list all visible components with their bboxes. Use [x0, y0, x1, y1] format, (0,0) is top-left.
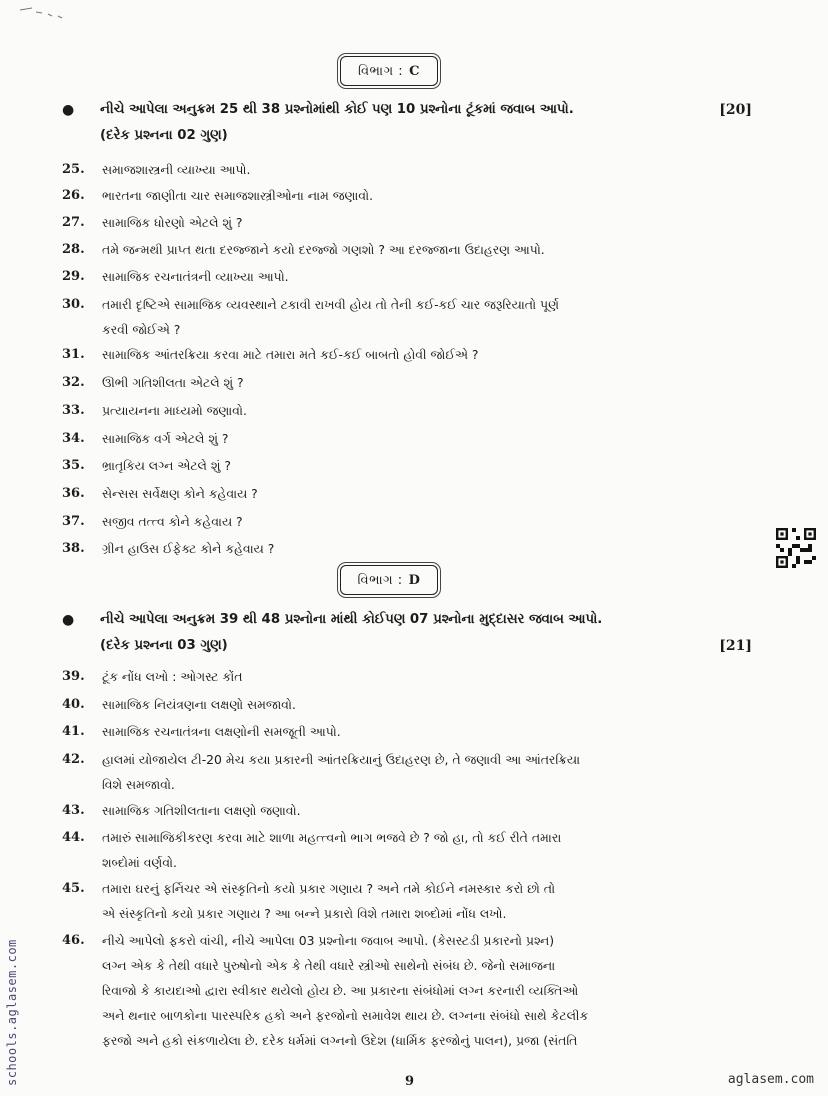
question-number: 26.: [62, 188, 85, 203]
section-c-header: [340, 56, 438, 86]
qr-code-icon: [776, 528, 816, 568]
question-number: 32.: [62, 375, 85, 390]
question-text-line-2: કરવી જોઈએ ?: [102, 322, 181, 337]
question-43: [62, 798, 687, 823]
question-number: 41.: [62, 724, 85, 739]
question-number: 31.: [62, 347, 85, 362]
question-40: [62, 692, 687, 717]
question-number: 46.: [62, 933, 85, 948]
question-25: [62, 157, 687, 182]
question-45: [62, 876, 687, 926]
question-text: સેન્સસ સર્વેક્ષણ કોને કહેવાય ?: [102, 486, 258, 501]
question-number: 30.: [62, 297, 85, 312]
question-26: [62, 183, 687, 208]
question-number: 25.: [62, 162, 85, 177]
question-41: [62, 719, 687, 744]
question-text: પ્રત્યાયનના માધ્યમો જણાવો.: [102, 403, 247, 418]
question-number: 39.: [62, 669, 85, 684]
question-text: તમારી દૃષ્ટિએ સામાજિક વ્યવસ્થાને ટકાવી રાખવી હોય તો તેની કઈ-કઈ ચાર જરૂરિયાતો પૂર્ણ: [102, 297, 559, 312]
case-study-line-3: અને થનાર બાળકોના પારસ્પરિક હકો અને ફરજોનો સમાવેશ થાય છે. લગ્નના સંબંધો સાથે કેટલીક: [102, 1008, 589, 1023]
bullet-icon: ●: [62, 102, 75, 118]
section-d-header: [340, 565, 438, 595]
question-number: 42.: [62, 752, 85, 767]
question-text: ભ્રાતૃકિય લગ્ન એટલે શું ?: [102, 458, 231, 473]
section-d-instruction: નીચે આપેલા અનુક્રમ 39 થી 48 પ્રશ્નોના માંથી કોઈપણ 07 પ્રશ્નોના મુદ્દાસર જવાબ આપો.: [100, 612, 603, 627]
question-text: સજીવ તત્ત્વ કોને કહેવાય ?: [102, 514, 243, 529]
question-text: સમાજશાસ્ત્રની વ્યાખ્યા આપો.: [102, 162, 251, 177]
section-d-label: વિભાગ :: [357, 572, 403, 588]
section-d-marks: [21]: [719, 638, 752, 654]
question-text: સામાજિક ગતિશીલતાના લક્ષણો જણાવો.: [102, 803, 301, 818]
scan-mark-icon: [18, 4, 68, 20]
question-33: [62, 398, 687, 423]
section-c-sub-instruction: (દરેક પ્રશ્નના 02 ગુણ): [100, 128, 228, 143]
section-d-sub-instruction: (દરેક પ્રશ્નના 03 ગુણ): [100, 638, 228, 653]
question-44: [62, 825, 687, 875]
question-number: 33.: [62, 403, 85, 418]
question-34: [62, 426, 687, 451]
question-text: તમે જન્મથી પ્રાપ્ત થતા દરજ્જાને કયો દરજ્જો ગણશો ? આ દરજ્જાના ઉદાહરણ આપો.: [102, 242, 545, 257]
question-46: [62, 928, 687, 1053]
question-number: 44.: [62, 830, 85, 845]
question-35: [62, 453, 687, 478]
question-number: 43.: [62, 803, 85, 818]
question-28: [62, 237, 687, 262]
section-c-label: વિભાગ :: [358, 63, 404, 79]
question-number: 28.: [62, 242, 85, 257]
question-36: [62, 481, 687, 506]
case-study-line-2: રિવાજો કે કાયદાઓ દ્વારા સ્વીકાર થયેલો હોય છે. આ પ્રકારના સંબંધોમાં લગ્ન કરનારી વ્યક્તિઓ: [102, 983, 579, 998]
question-number: 40.: [62, 697, 85, 712]
question-number: 36.: [62, 486, 85, 501]
question-text: હાલમાં યોજાયેલ ટી-20 મેચ કયા પ્રકારની આંતરક્રિયાનું ઉદાહરણ છે, તે જણાવી આ આંતરક્રિયા: [102, 752, 581, 767]
question-number: 45.: [62, 881, 85, 896]
question-text: સામાજિક વર્ગ એટલે શું ?: [102, 431, 229, 446]
case-study-line-1: લગ્ન એક કે તેથી વધારે પુરુષોનો એક કે તેથી વધારે સ્ત્રીઓ સાથેનો સંબંધ છે. જેનો સમાજના: [102, 958, 556, 973]
question-27: [62, 210, 687, 235]
question-37: [62, 509, 687, 534]
question-text: ભારતના જાણીતા ચાર સમાજશાસ્ત્રીઓના નામ જણાવો.: [102, 188, 374, 203]
section-d-instruction-block: [62, 608, 752, 658]
question-30: [62, 292, 687, 342]
question-text-line-2: એ સંસ્કૃતિનો કયો પ્રકાર ગણાય ? આ બન્ને પ્રકારો વિશે તમારા શબ્દોમાં નોંધ લખો.: [102, 906, 507, 921]
question-text: તમારા ઘરનું ફર્નિચર એ સંસ્કૃતિનો કયો પ્રકાર ગણાય ? અને તમે કોઈને નમસ્કાર કરો છો તો: [102, 881, 556, 896]
question-text: સામાજિક આંતરક્રિયા કરવા માટે તમારા મતે કઈ-કઈ બાબતો હોવી જોઈએ ?: [102, 347, 479, 362]
section-c-instruction: નીચે આપેલા અનુક્રમ 25 થી 38 પ્રશ્નોમાંથી કોઈ પણ 10 પ્રશ્નોના ટૂંકમાં જવાબ આપો.: [100, 102, 574, 117]
question-text: સામાજિક ધોરણો એટલે શું ?: [102, 215, 243, 230]
question-text: નીચે આપેલો ફકરો વાંચી, નીચે આપેલા 03 પ્રશ્નોના જવાબ આપો. (કેસસ્ટડી પ્રકારનો પ્રશ્ન): [102, 933, 555, 948]
section-c-letter: C: [409, 63, 420, 79]
question-text-line-2: શબ્દોમાં વર્ણવો.: [102, 855, 177, 870]
question-text: સામાજિક નિયંત્રણના લક્ષણો સમજાવો.: [102, 697, 296, 712]
question-29: [62, 264, 687, 289]
section-c-marks: [20]: [719, 102, 752, 118]
question-text: તમારું સામાજિકીકરણ કરવા માટે શાળા મહત્ત્વનો ભાગ ભજવે છે ? જો હા, તો કઈ રીતે તમારા: [102, 830, 562, 845]
question-38: [62, 536, 687, 561]
question-number: 34.: [62, 431, 85, 446]
question-text: સામાજિક રચનાતંત્રની વ્યાખ્યા આપો.: [102, 269, 289, 284]
section-d-letter: D: [408, 572, 421, 588]
question-42: [62, 747, 687, 797]
question-number: 35.: [62, 458, 85, 473]
question-number: 27.: [62, 215, 85, 230]
question-text: સામાજિક રચનાતંત્રના લક્ષણોની સમજૂતી આપો.: [102, 724, 341, 739]
corner-watermark: aglasem.com: [727, 1072, 814, 1087]
section-c-instruction-block: [62, 98, 752, 148]
question-text: ઊભી ગતિશીલતા એટલે શું ?: [102, 375, 244, 390]
bullet-icon: ●: [62, 612, 75, 628]
question-31: [62, 342, 687, 367]
question-32: [62, 370, 687, 395]
case-study-line-4: ફરજો અને હકો સંકળાયેલા છે. દરેક ધર્મમાં લગ્નનો ઉદેશ (ધાર્મિક ફરજોનું પાલન), પ્રજા (સંતતિ: [102, 1033, 578, 1048]
question-text: ગ્રીન હાઉસ ઈફેક્ટ કોને કહેવાય ?: [102, 541, 275, 556]
page-number: 9: [405, 1074, 415, 1089]
question-number: 37.: [62, 514, 85, 529]
question-number: 38.: [62, 541, 85, 556]
question-text: ટૂંક નોંધ લખો : ઓગસ્ટ કોંત: [102, 669, 243, 684]
question-39: [62, 664, 687, 689]
question-text-line-2: વિશે સમજાવો.: [102, 777, 175, 792]
side-watermark: schools.aglasem.com: [5, 939, 19, 1086]
question-number: 29.: [62, 269, 85, 284]
